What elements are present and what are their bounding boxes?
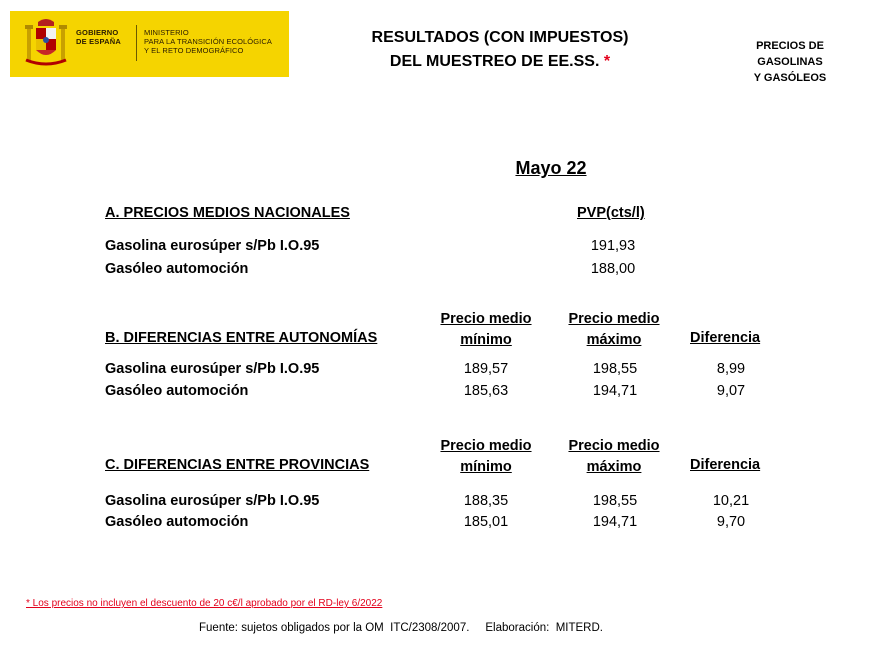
section-c-title: C. DIFERENCIAS ENTRE PROVINCIAS [105,457,370,473]
section-c-row-diff: 10,21 [712,493,750,509]
section-b-row-min: 185,63 [463,383,509,399]
logo-divider [136,25,137,61]
section-c-row-product: Gasolina eurosúper s/Pb I.O.95 [105,493,320,509]
section-b-row-product: Gasóleo automoción [105,383,249,399]
section-c-min-header: Precio medio mínimo [440,438,532,475]
coat-of-arms-icon [24,16,68,72]
section-a-column-header: PVP(cts/l) [577,205,645,221]
section-c-diff-header: Diferencia [690,457,761,473]
section-b-diff-header: Diferencia [690,330,761,346]
section-b-row-max: 198,55 [592,361,638,377]
period-heading: Mayo 22 [515,158,587,178]
section-a-row-product: Gasóleo automoción [105,261,249,277]
section-c-row-product: Gasóleo automoción [105,514,249,530]
section-a-row-value: 191,93 [590,238,636,254]
section-c-row-min: 185,01 [463,514,509,530]
source-note: Fuente: sujetos obligados por la OM ITC/2308/2007. Elaboración: MITERD. [199,622,603,634]
section-b-row-max: 194,71 [592,383,638,399]
asterisk-mark: * [603,53,611,70]
section-b-row-diff: 9,07 [716,383,746,399]
section-c-row-max: 194,71 [592,514,638,530]
section-c-row-max: 198,55 [592,493,638,509]
ministry-name: MINISTERIO PARA LA TRANSICIÓN ECOLÓGICA Y EL RETO DEMOGRÁFICO [144,28,272,55]
section-c-max-header: Precio medio máximo [568,438,660,475]
section-c-row-min: 188,35 [463,493,509,509]
government-logo [10,11,289,77]
footnote: * Los precios no incluyen el descuento de 20 c€/l aprobado por el RD-ley 6/2022 [26,598,383,609]
section-c-row-diff: 9,70 [716,514,746,530]
government-name: GOBIERNO DE ESPAÑA [76,28,122,46]
page-title: RESULTADOS (CON IMPUESTOS) DEL MUESTREO DE EE.SS. * [371,29,629,70]
section-b-row-diff: 8,99 [716,361,746,377]
section-b-row-min: 189,57 [463,361,509,377]
section-b-row-product: Gasolina eurosúper s/Pb I.O.95 [105,361,320,377]
section-b-max-header: Precio medio máximo [568,311,660,348]
section-a-row-product: Gasolina eurosúper s/Pb I.O.95 [105,238,320,254]
section-a-title: A. PRECIOS MEDIOS NACIONALES [105,205,350,221]
document-category: PRECIOS DE GASOLINAS Y GASÓLEOS [753,40,827,84]
section-b-title: B. DIFERENCIAS ENTRE AUTONOMÍAS [105,330,378,346]
section-a-row-value: 188,00 [590,261,636,277]
section-b-min-header: Precio medio mínimo [440,311,532,348]
